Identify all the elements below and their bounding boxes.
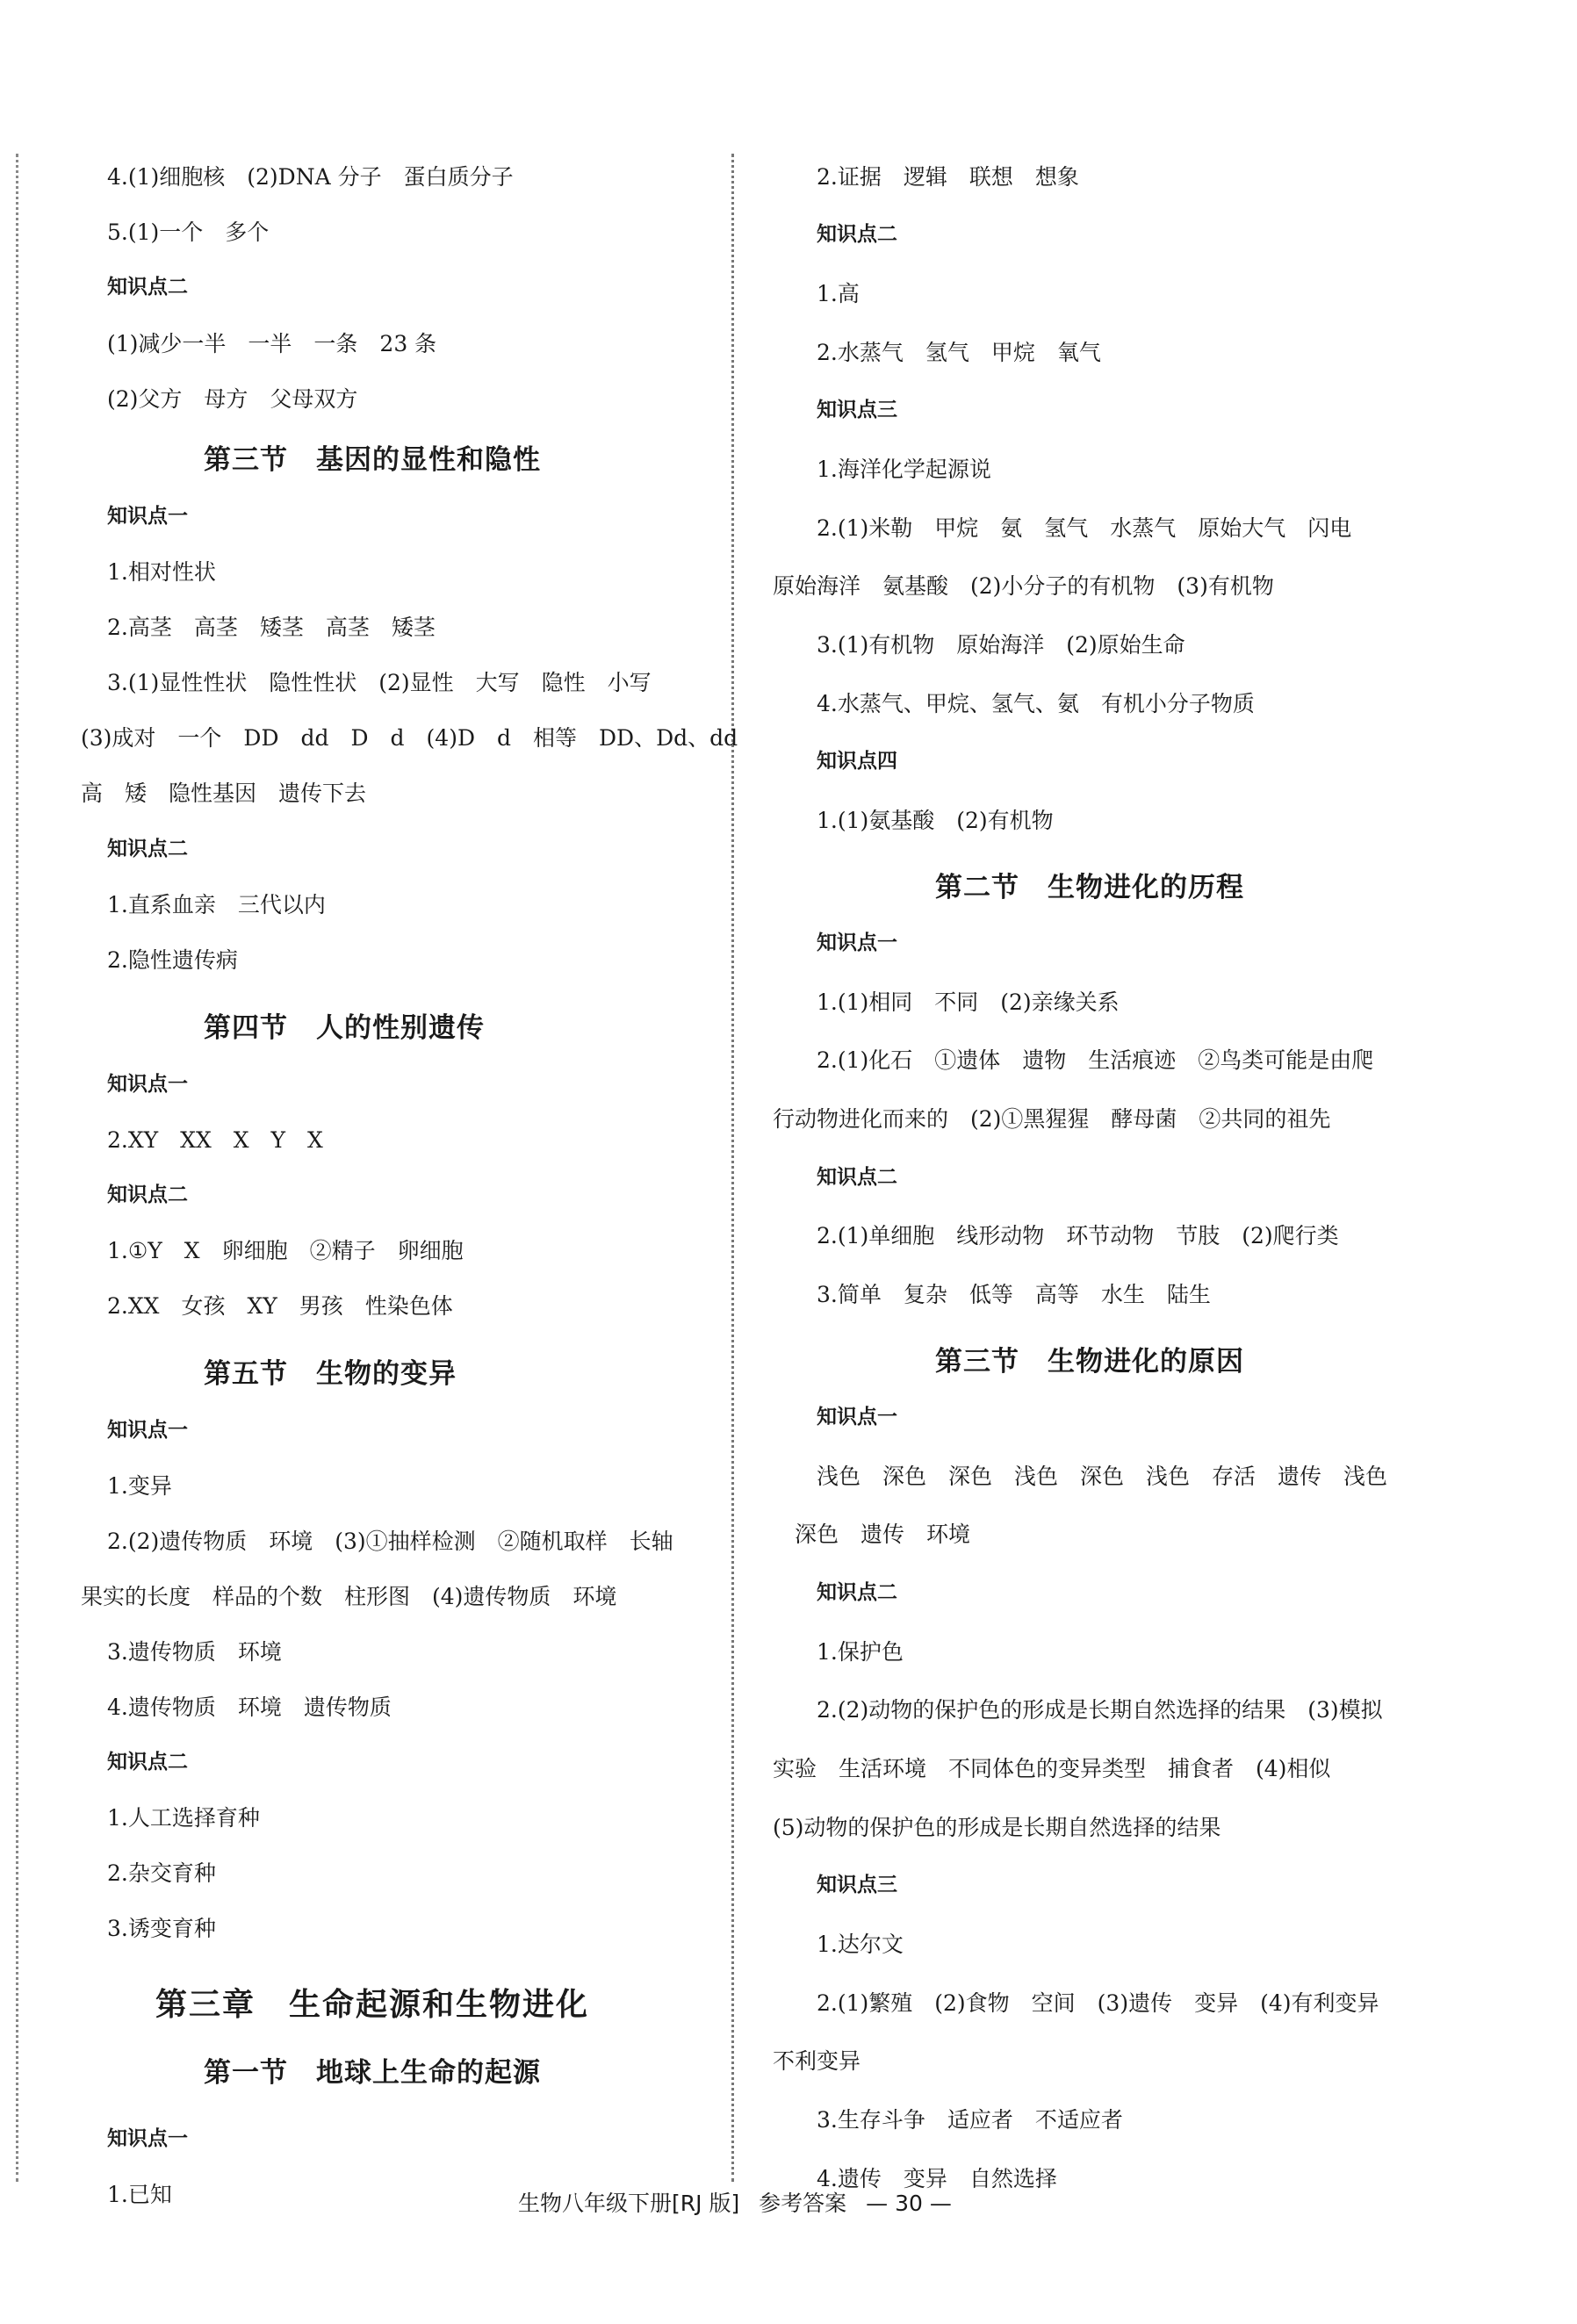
answer-line: (1)减少一半 一半 一条 23 条 — [107, 331, 437, 356]
answer-line-continued: 不利变异 — [773, 2048, 861, 2074]
answer-line: 2.证据 逻辑 联想 想象 — [817, 164, 1079, 190]
section-title: 第一节 地球上生命的起源 — [204, 2057, 541, 2089]
answer-line: 1.已知 — [107, 2182, 172, 2207]
answer-line: 2.XY XX X Y X — [107, 1127, 323, 1153]
footer-label: 参考答案 — [759, 2191, 847, 2216]
section-title: 第三节 基因的显性和隐性 — [204, 444, 541, 476]
knowledge-point-heading: 知识点三 — [817, 1874, 897, 1896]
answer-line: 1.相对性状 — [107, 559, 216, 585]
knowledge-point-heading: 知识点三 — [817, 399, 897, 421]
knowledge-point-heading: 知识点一 — [107, 505, 188, 528]
answer-line: 3.(1)显性性状 隐性性状 (2)显性 大写 隐性 小写 — [107, 670, 652, 695]
answer-line: 2.(1)米勒 甲烷 氨 氢气 水蒸气 原始大气 闪电 — [817, 515, 1352, 541]
answer-line: 3.遗传物质 环境 — [107, 1639, 282, 1665]
answer-line: 1.海洋化学起源说 — [817, 457, 991, 482]
answer-line: 1.①Y X 卵细胞 ②精子 卵细胞 — [107, 1238, 464, 1263]
answer-line: 1.(1)氨基酸 (2)有机物 — [817, 808, 1054, 833]
answer-line: 1.达尔文 — [817, 1932, 904, 1957]
answer-line: 2.(2)动物的保护色的形成是长期自然选择的结果 (3)模拟 — [817, 1697, 1383, 1723]
answer-line: 2.XX 女孩 XY 男孩 性染色体 — [107, 1293, 453, 1319]
knowledge-point-heading: 知识点一 — [107, 1073, 188, 1096]
footer-page-number: — 30 — — [866, 2191, 952, 2216]
section-title: 第五节 生物的变异 — [204, 1358, 457, 1390]
answer-line-continued: 高 矮 隐性基因 遗传下去 — [81, 781, 367, 806]
answer-line: 2.(1)单细胞 线形动物 环节动物 节肢 (2)爬行类 — [817, 1223, 1339, 1248]
answer-line: 5.(1)一个 多个 — [107, 219, 270, 245]
answer-line: 2.隐性遗传病 — [107, 947, 238, 973]
page-footer — [518, 2186, 964, 2218]
answer-line: 1.高 — [817, 281, 860, 306]
answer-line-continued: 果实的长度 样品的个数 柱形图 (4)遗传物质 环境 — [81, 1584, 617, 1609]
answer-line: 3.诱变育种 — [107, 1916, 216, 1941]
answer-line: 3.简单 复杂 低等 高等 水生 陆生 — [817, 1282, 1211, 1307]
answer-line: 2.高茎 高茎 矮茎 高茎 矮茎 — [107, 615, 436, 640]
answer-line-continued: (5)动物的保护色的形成是长期自然选择的结果 — [773, 1815, 1221, 1840]
section-title: 第四节 人的性别遗传 — [204, 1012, 485, 1044]
knowledge-point-heading: 知识点一 — [107, 1419, 188, 1442]
answer-line: 1.保护色 — [817, 1639, 904, 1665]
answer-line-continued: 原始海洋 氨基酸 (2)小分子的有机物 (3)有机物 — [773, 573, 1274, 599]
answer-line: (2)父方 母方 父母双方 — [107, 386, 358, 412]
answer-line: 2.(1)繁殖 (2)食物 空间 (3)遗传 变异 (4)有利变异 — [817, 1990, 1379, 2016]
knowledge-point-heading: 知识点二 — [107, 838, 188, 860]
answer-line: 1.变异 — [107, 1473, 172, 1499]
knowledge-point-heading: 知识点二 — [817, 1581, 897, 1604]
knowledge-point-heading: 知识点二 — [107, 1751, 188, 1774]
answer-line: 1.(1)相同 不同 (2)亲缘关系 — [817, 989, 1120, 1015]
knowledge-point-heading: 知识点二 — [817, 223, 897, 246]
answer-line-continued: (3)成对 一个 DD dd D d (4)D d 相等 DD、Dd、dd — [81, 725, 738, 751]
answer-line-continued: 实验 生活环境 不同体色的变异类型 捕食者 (4)相似 — [773, 1756, 1331, 1781]
answer-line: 2.杂交育种 — [107, 1860, 216, 1886]
knowledge-point-heading: 知识点四 — [817, 750, 897, 773]
knowledge-point-heading: 知识点二 — [107, 276, 188, 299]
knowledge-point-heading: 知识点二 — [107, 1184, 188, 1206]
answer-line: 2.(2)遗传物质 环境 (3)①抽样检测 ②随机取样 长轴 — [107, 1529, 673, 1554]
knowledge-point-heading: 知识点一 — [817, 1406, 897, 1428]
answer-line: 4.(1)细胞核 (2)DNA 分子 蛋白质分子 — [107, 164, 514, 190]
answer-line: 4.遗传物质 环境 遗传物质 — [107, 1694, 392, 1720]
answer-line: 1.直系血亲 三代以内 — [107, 892, 326, 917]
column-divider — [731, 154, 734, 2182]
answer-line: 4.水蒸气、甲烷、氢气、氨 有机小分子物质 — [817, 691, 1255, 716]
section-title: 第三节 生物进化的原因 — [935, 1346, 1244, 1378]
answer-line: 4.遗传 变异 自然选择 — [817, 2166, 1057, 2191]
knowledge-point-heading: 知识点二 — [817, 1166, 897, 1189]
answer-line: 浅色 深色 深色 浅色 深色 浅色 存活 遗传 浅色 — [817, 1464, 1388, 1489]
answer-line: 1.人工选择育种 — [107, 1805, 260, 1831]
answer-line-continued: 深色 遗传 环境 — [773, 1522, 971, 1547]
section-title: 第二节 生物进化的历程 — [935, 872, 1244, 903]
knowledge-point-heading: 知识点一 — [817, 932, 897, 954]
knowledge-point-heading: 知识点一 — [107, 2127, 188, 2150]
cut-line — [16, 154, 18, 2182]
answer-line: 3.生存斗争 适应者 不适应者 — [817, 2107, 1123, 2133]
answer-line: 3.(1)有机物 原始海洋 (2)原始生命 — [817, 632, 1185, 658]
answer-line-continued: 行动物进化而来的 (2)①黑猩猩 酵母菌 ②共同的祖先 — [773, 1106, 1331, 1132]
chapter-title: 第三章 生命起源和生物进化 — [155, 1986, 590, 2023]
footer-book-title: 生物八年级下册[RJ 版] — [518, 2191, 740, 2216]
answer-line: 2.(1)化石 ①遗体 遗物 生活痕迹 ②鸟类可能是由爬 — [817, 1047, 1374, 1073]
answer-line: 2.水蒸气 氢气 甲烷 氧气 — [817, 340, 1101, 365]
